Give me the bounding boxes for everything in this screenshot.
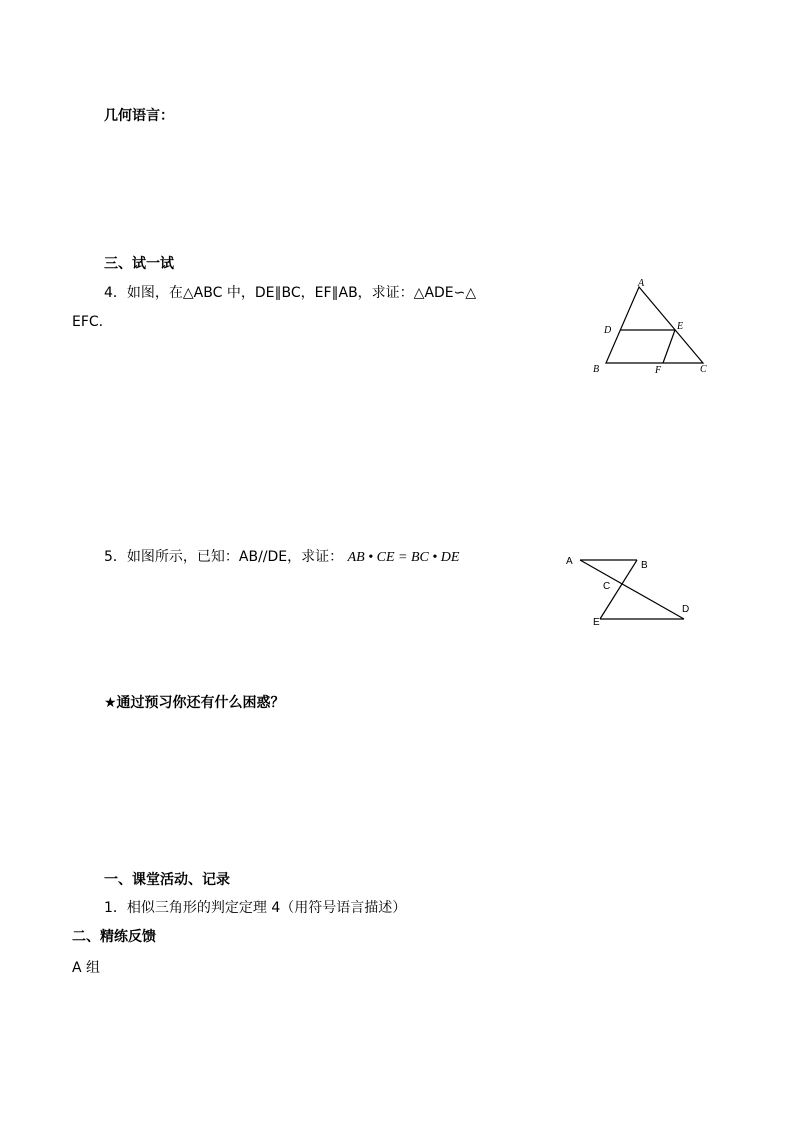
classroom-activity-heading: 一、课堂活动、记录: [104, 872, 230, 888]
label-c: C: [700, 364, 707, 375]
feedback-heading: 二、精练反馈: [72, 929, 156, 945]
group-a-label: A 组: [72, 960, 101, 976]
question-5-formula: AB • CE = BC • DE: [347, 550, 460, 565]
label-d: D: [604, 325, 612, 336]
label-d: D: [682, 604, 690, 615]
preview-question: ★通过预习你还有什么困惑？: [104, 695, 285, 711]
label-c: C: [603, 581, 611, 592]
geometry-language-heading: 几何语言：: [104, 108, 174, 124]
parallel-segments-figure: [562, 552, 702, 632]
question-5-statement: 5．如图所示，已知：AB//DE，求证：: [104, 549, 344, 565]
question-5-text: [104, 548, 459, 567]
label-f: F: [655, 365, 662, 376]
segment-ef: [663, 330, 675, 363]
section-try-heading: 三、试一试: [104, 256, 174, 272]
question-4-line-2: EFC.: [72, 314, 104, 330]
triangle-abc-figure: [590, 276, 720, 376]
label-b: B: [593, 364, 600, 375]
label-a: A: [638, 278, 645, 289]
label-b: B: [641, 560, 648, 571]
question-4-line-1: 4．如图，在△ABC 中，DE∥BC，EF∥AB，求证：△ADE∽△: [104, 285, 477, 301]
triangle-abc: [606, 287, 703, 363]
label-a: A: [566, 556, 573, 567]
activity-item-1: 1．相似三角形的判定定理 4（用符号语言描述）: [104, 900, 407, 916]
label-e: E: [677, 321, 684, 332]
label-e: E: [593, 617, 600, 628]
